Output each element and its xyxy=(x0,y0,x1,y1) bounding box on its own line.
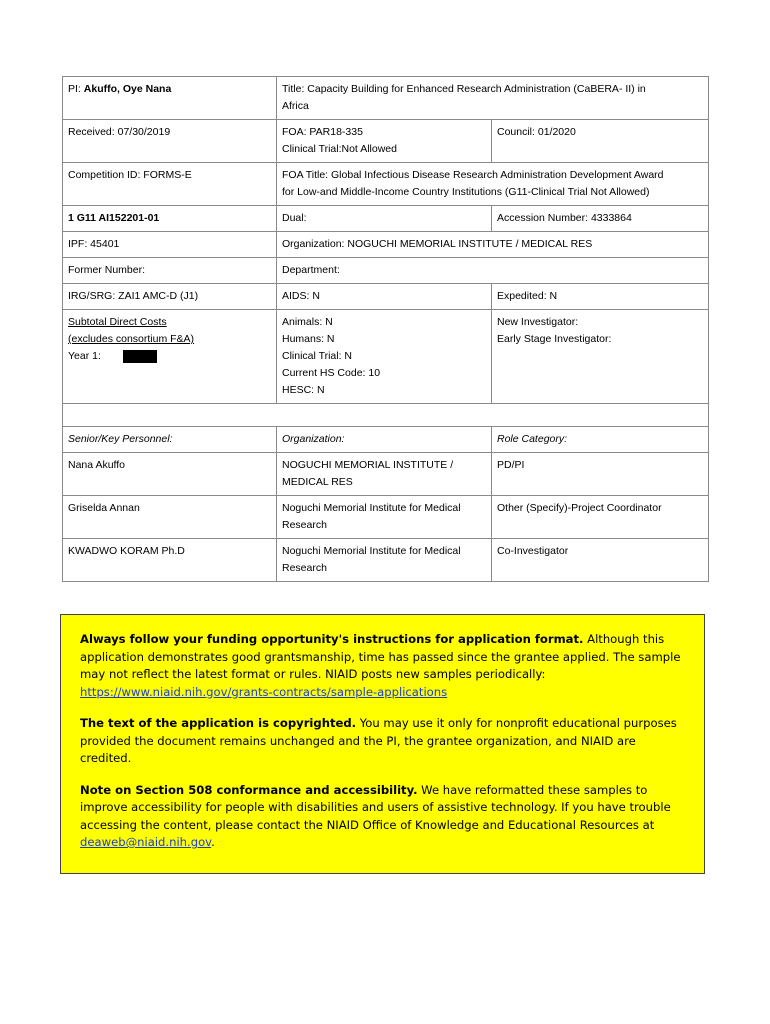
investigator-cell xyxy=(492,310,709,404)
subtotal-label: Subtotal Direct Costs xyxy=(68,316,167,328)
humans-flag: Humans: N xyxy=(282,333,335,345)
foa-number: FOA: PAR18-335 xyxy=(282,126,363,138)
format-notice: Always follow your funding opportunity's instructions for application format. Although this application demonstrates good grantsmanship, time has passed since the grantee applied. The sample may not reflect the latest format or rules. NIAID posts new samples periodically: https://www.niaid.nih.gov/grants-contracts/sample-applications xyxy=(80,632,681,699)
accessibility-notice: Note on Section 508 conformance and accessibility. We have reformatted these samples to improve accessibility for people with disabilities and users of assistive technology. If you have trouble accessing the content, please contact the NIAID Office of Knowledge and Educational Resources at deaweb@niaid.nih.gov. xyxy=(80,782,671,849)
personnel-name: Nana Akuffo xyxy=(63,453,277,496)
council-date: Council: 01/2020 xyxy=(492,120,709,163)
personnel-header: Senior/Key Personnel: xyxy=(63,427,277,453)
former-number: Former Number: xyxy=(63,258,277,284)
new-investigator: New Investigator: xyxy=(497,316,579,328)
early-stage-investigator: Early Stage Investigator: xyxy=(497,333,612,345)
table-row xyxy=(63,120,709,163)
personnel-role: Other (Specify)-Project Coordinator xyxy=(492,496,709,539)
personnel-org: Noguchi Memorial Institute for Medical Research xyxy=(277,496,492,539)
irg-srg: IRG/SRG: ZAI1 AMC-D (J1) xyxy=(63,284,277,310)
year1-label: Year 1: xyxy=(68,350,101,362)
table-row xyxy=(63,206,709,232)
pi-cell xyxy=(63,77,277,120)
table-spacer-row xyxy=(63,404,709,427)
foa-clinical-trial: Clinical Trial:Not Allowed xyxy=(282,143,397,155)
table-row xyxy=(63,496,709,539)
role-header: Role Category: xyxy=(492,427,709,453)
foa-title-line-1: FOA Title: Global Infectious Disease Research Administration Development Award xyxy=(282,169,664,181)
department-cell: Department: xyxy=(277,258,709,284)
table-row xyxy=(63,539,709,582)
subtotal-note: (excludes consortium F&A) xyxy=(68,333,195,345)
format-notice-heading: Always follow your funding opportunity's instructions for application format. xyxy=(80,632,584,646)
organization-header: Organization: xyxy=(277,427,492,453)
grant-number: 1 G11 AI152201-01 xyxy=(63,206,277,232)
ipf-number: IPF: 45401 xyxy=(63,232,277,258)
niaid-notice-box xyxy=(60,614,705,874)
personnel-name: KWADWO KORAM Ph.D xyxy=(63,539,277,582)
grant-summary-table xyxy=(62,76,709,582)
table-row xyxy=(63,77,709,120)
redaction-box xyxy=(123,350,157,363)
accession-number: Accession Number: 4333864 xyxy=(492,206,709,232)
foa-title-line-2: for Low-and Middle-Income Country Institutions (G11-Clinical Trial Not Allowed) xyxy=(282,186,650,198)
foa-cell xyxy=(277,120,492,163)
accessibility-notice-heading: Note on Section 508 conformance and accessibility. xyxy=(80,782,418,797)
aids-flag: AIDS: N xyxy=(277,284,492,310)
table-row xyxy=(63,284,709,310)
costs-cell xyxy=(63,310,277,404)
sample-applications-link[interactable]: https://www.niaid.nih.gov/grants-contracts/sample-applications xyxy=(80,684,448,699)
table-row xyxy=(63,232,709,258)
personnel-org: Noguchi Memorial Institute for Medical Research xyxy=(277,539,492,582)
foa-title-cell xyxy=(277,163,709,206)
animals-flag: Animals: N xyxy=(282,316,333,328)
hs-code: Current HS Code: 10 xyxy=(282,367,381,379)
personnel-role: PD/PI xyxy=(492,453,709,496)
deaweb-email-link[interactable]: deaweb@niaid.nih.gov xyxy=(80,835,212,849)
human-subjects-cell xyxy=(277,310,492,404)
table-row xyxy=(63,163,709,206)
personnel-role: Co-Investigator xyxy=(492,539,709,582)
personnel-name: Griselda Annan xyxy=(63,496,277,539)
competition-id: Competition ID: FORMS-E xyxy=(63,163,277,206)
dual-cell: Dual: xyxy=(277,206,492,232)
copyright-notice: The text of the application is copyrighted. You may use it only for nonprofit educational purposes provided the document remains unchanged and the PI, the grantee organization, and NIAID are credited. xyxy=(80,716,677,765)
table-row xyxy=(63,258,709,284)
pi-name: Akuffo, Oye Nana xyxy=(83,83,172,95)
title-cell xyxy=(277,77,709,120)
title-line-2: Africa xyxy=(282,100,309,112)
clinical-trial-flag: Clinical Trial: N xyxy=(282,350,353,362)
pi-label: PI: xyxy=(68,83,84,95)
received-date: Received: 07/30/2019 xyxy=(63,120,277,163)
title-line-1: Title: Capacity Building for Enhanced Research Administration (CaBERA- II) in xyxy=(282,83,646,95)
organization-cell: Organization: NOGUCHI MEMORIAL INSTITUTE / MEDICAL RES xyxy=(277,232,709,258)
table-row xyxy=(63,453,709,496)
personnel-header-row xyxy=(63,427,709,453)
table-row xyxy=(63,310,709,404)
expedited-flag: Expedited: N xyxy=(492,284,709,310)
personnel-org: NOGUCHI MEMORIAL INSTITUTE / MEDICAL RES xyxy=(277,453,492,496)
copyright-notice-heading: The text of the application is copyrighted. xyxy=(80,716,357,730)
hesc-flag: HESC: N xyxy=(282,384,325,396)
